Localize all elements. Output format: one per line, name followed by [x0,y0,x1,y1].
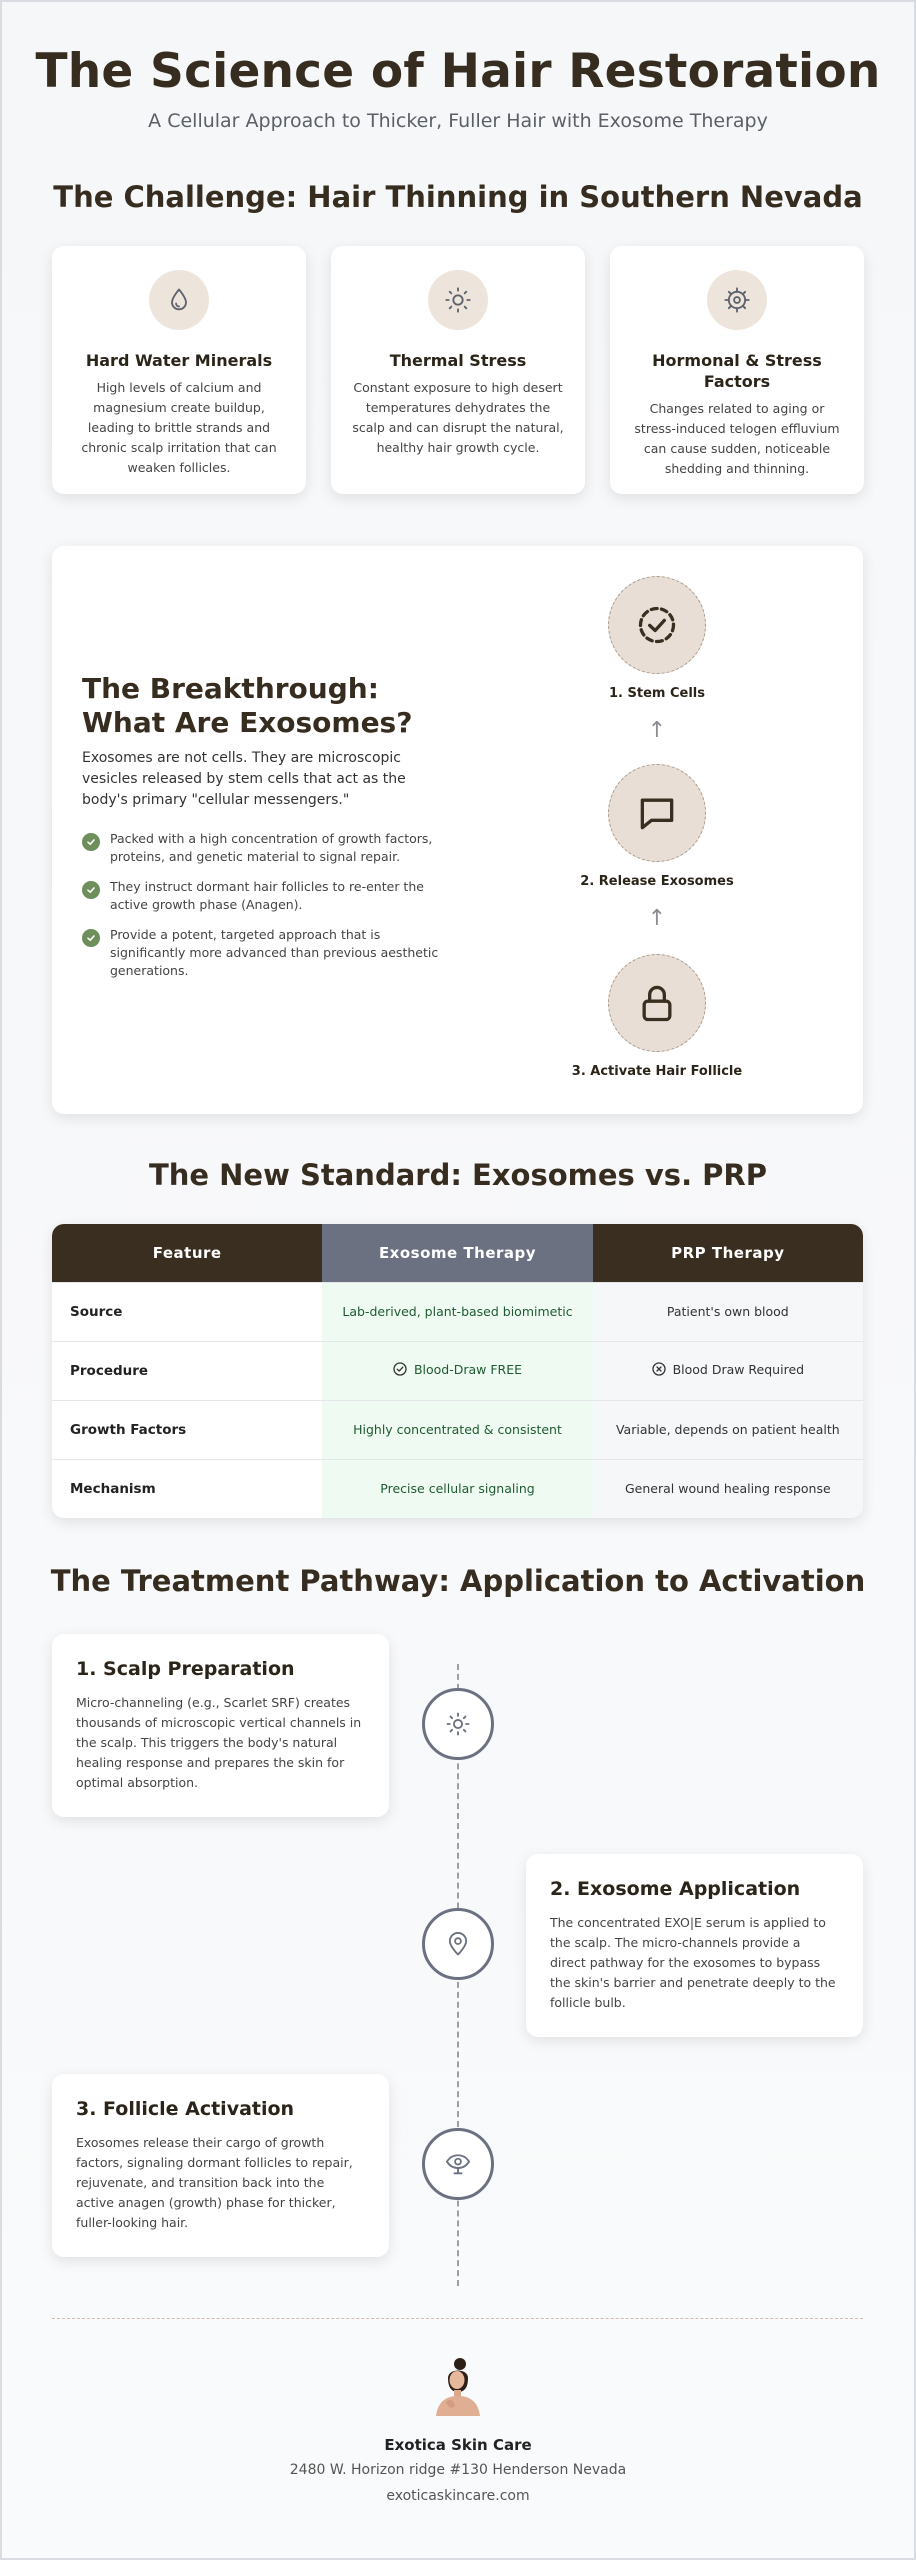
table-row [52,1282,863,1341]
column-header-exosome: Exosome Therapy [322,1224,592,1282]
challenge-card-thermal [331,246,585,494]
prp-cell: General wound healing response [593,1459,863,1518]
prp-cell: Variable, depends on patient health [593,1400,863,1459]
comparison-title: The New Standard: Exosomes vs. PRP [148,1158,768,1192]
challenge-card-text: Constant exposure to high desert temperatures dehydrates the scalp and can disrupt the natural, healthy hair growth cycle. [352,380,564,455]
breakthrough-title: The Breakthrough: What Are Exosomes? [82,672,413,739]
pathway-step-card-1 [52,1634,389,1817]
pathway-title: The Treatment Pathway: Application to Activation [50,1564,866,1598]
exosome-cell: Precise cellular signaling [322,1459,592,1518]
footer-divider [52,2318,863,2319]
step-label: 3. Activate Hair Follicle [571,1064,743,1079]
challenge-card-hormonal [610,246,864,494]
prp-cell [593,1341,863,1400]
challenge-card-text: Changes related to aging or stress-induced telogen effluvium can cause sudden, noticeable shedding and thinning. [634,401,840,476]
x-circle-icon [652,1362,666,1376]
exosome-cell-text: Blood-Draw FREE [413,1361,523,1377]
check-circle-icon [393,1362,407,1376]
feature-cell: Source [52,1282,322,1341]
sun-icon [428,270,488,330]
pathway-step-text: Exosomes release their cargo of growth factors, signaling dormant follicles to repair, rejuvenate, and transition back into the active anagen (growth) phase for thicker, fuller-looking hair. [76,2135,353,2230]
pathway-step-text: Micro-channeling (e.g., Scarlet SRF) creates thousands of microscopic vertical channels in the scalp. This triggers the body's natural healing response and prepares the skin for optimal absorption. [76,1695,362,1790]
page-subtitle: A Cellular Approach to Thicker, Fuller Hair with Exosome Therapy [148,110,768,132]
column-header-feature: Feature [52,1224,322,1282]
pathway-step-card-3 [52,2074,389,2257]
arrow-up-icon: ↑ [647,906,667,931]
exosome-cell: Lab-derived, plant-based biomimetic [322,1282,592,1341]
check-icon [82,881,100,899]
step-label: 2. Release Exosomes [580,874,734,889]
stem-cell-icon [608,576,706,674]
exosome-cell: Highly concentrated & consistent [322,1400,592,1459]
table-row [52,1400,863,1459]
pathway-step-card-2 [526,1854,863,2037]
feature-cell: Procedure [52,1341,322,1400]
eye-icon [422,2128,494,2200]
lock-icon [608,954,706,1052]
challenge-card-hard-water [52,246,306,494]
pathway-step-text: The concentrated EXO|E serum is applied to the scalp. The micro-channels provide a direct pathway for the exosomes to bypass the skin's barrier and penetrate deeply to the follicle bulb. [550,1915,836,2010]
breakthrough-list [82,830,442,992]
list-item-text: Provide a potent, targeted approach that is significantly more advanced than previous aesthetic generations. [110,927,439,978]
location-pin-icon [422,1908,494,1980]
comparison-table [52,1224,863,1518]
sun-icon [422,1688,494,1760]
breakthrough-card [52,546,863,1114]
challenge-card-title: Hard Water Minerals [85,351,273,370]
list-item-text: Packed with a high concentration of growth factors, proteins, and genetic material to signal repair. [110,831,433,864]
prp-cell-text: Blood Draw Required [672,1361,805,1377]
column-header-prp: PRP Therapy [593,1224,863,1282]
stress-gear-icon [707,270,767,330]
breakthrough-intro: Exosomes are not cells. They are microscopic vesicles released by stem cells that act as the body's primary "cellular messengers." [82,750,406,808]
table-row [52,1341,863,1400]
business-name: Exotica Skin Care [384,2436,532,2454]
list-item [82,926,442,980]
exosome-cell [322,1341,592,1400]
feature-cell: Growth Factors [52,1400,322,1459]
website-link[interactable]: exoticaskincare.com [386,2488,530,2504]
prp-cell: Patient's own blood [593,1282,863,1341]
challenge-title: The Challenge: Hair Thinning in Southern Nevada [53,180,863,214]
feature-cell: Mechanism [52,1459,322,1518]
water-drop-icon [149,270,209,330]
check-icon [82,929,100,947]
table-row [52,1459,863,1518]
pathway-step-title: 3. Follicle Activation [76,2098,295,2120]
avatar [428,2354,488,2416]
list-item [82,830,442,866]
table-header-row [52,1224,863,1282]
message-icon [608,764,706,862]
business-address: 2480 W. Horizon ridge #130 Henderson Nevada [289,2462,627,2478]
list-item [82,878,442,914]
pathway-step-title: 1. Scalp Preparation [76,1658,295,1680]
check-icon [82,833,100,851]
step-label: 1. Stem Cells [609,686,705,701]
challenge-card-text: High levels of calcium and magnesium create buildup, leading to brittle strands and chronic scalp irritation that can weaken follicles. [81,380,277,475]
page-title: The Science of Hair Restoration [35,44,881,99]
challenge-card-title: Thermal Stress [389,351,527,370]
pathway-step-title: 2. Exosome Application [550,1878,801,1900]
list-item-text: They instruct dormant hair follicles to re-enter the active growth phase (Anagen). [110,879,424,912]
arrow-up-icon: ↑ [647,718,667,743]
challenge-card-title: Hormonal & Stress Factors [652,351,822,391]
